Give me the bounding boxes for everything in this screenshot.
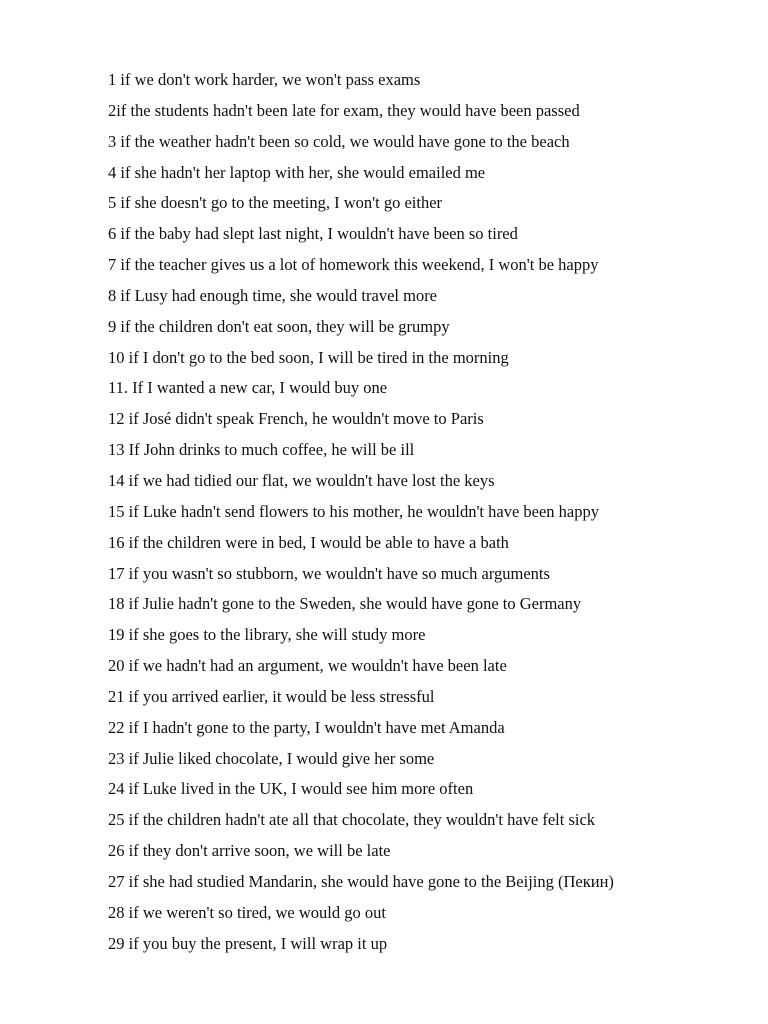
sentence-line-7: 7 if the teacher gives us a lot of homework this weekend, I won't be happy — [108, 255, 599, 275]
sentence-line-24: 24 if Luke lived in the UK, I would see him more often — [108, 779, 474, 799]
sentence-line-3: 3 if the weather hadn't been so cold, we would have gone to the beach — [108, 131, 570, 151]
sentence-line-15: 15 if Luke hadn't send flowers to his mother, he wouldn't have been happy — [108, 501, 600, 521]
sentence-line-9: 9 if the children don't eat soon, they will be grumpy — [108, 316, 450, 336]
sentence-line-16: 16 if the children were in bed, I would be able to have a bath — [108, 532, 509, 552]
sentence-line-25: 25 if the children hadn't ate all that chocolate, they wouldn't have felt sick — [108, 810, 596, 830]
sentence-line-1: 1 if we don't work harder, we won't pass exams — [108, 70, 421, 89]
sentence-line-10: 10 if I don't go to the bed soon, I will be tired in the morning — [108, 347, 509, 367]
sentence-line-20: 20 if we hadn't had an argument, we wouldn't have been late — [108, 656, 507, 676]
sentence-line-29: 29 if you buy the present, I will wrap it up — [108, 933, 388, 953]
sentence-line-26: 26 if they don't arrive soon, we will be late — [108, 841, 391, 861]
sentence-line-27: 27 if she had studied Mandarin, she would have gone to the Beijing (Пекин) — [108, 871, 614, 891]
sentence-line-5: 5 if she doesn't go to the meeting, I won't go either — [108, 193, 443, 213]
sentence-line-28: 28 if we weren't so tired, we would go out — [108, 902, 386, 922]
sentence-line-23: 23 if Julie liked chocolate, I would give her some — [108, 748, 435, 768]
sentence-line-14: 14 if we had tidied our flat, we wouldn't have lost the keys — [108, 470, 495, 490]
sentence-line-18: 18 if Julie hadn't gone to the Sweden, she would have gone to Germany — [108, 594, 582, 614]
sentence-line-12: 12 if José didn't speak French, he wouldn't move to Paris — [108, 409, 484, 429]
sentence-line-21: 21 if you arrived earlier, it would be less stressful — [108, 686, 435, 706]
sentence-line-11: 11. If I wanted a new car, I would buy one — [108, 378, 388, 398]
sentence-line-6: 6 if the baby had slept last night, I wouldn't have been so tired — [108, 224, 518, 244]
sentence-line-13: 13 If John drinks to much coffee, he will be ill — [108, 440, 415, 460]
sentence-list — [108, 68, 748, 962]
sentence-line-22: 22 if I hadn't gone to the party, I wouldn't have met Amanda — [108, 717, 505, 737]
sentence-line-4: 4 if she hadn't her laptop with her, she would emailed me — [108, 162, 486, 182]
sentence-line-8: 8 if Lusy had enough time, she would travel more — [108, 285, 438, 305]
sentence-line-2: 2if the students hadn't been late for exam, they would have been passed — [108, 100, 580, 120]
sentence-line-17: 17 if you wasn't so stubborn, we wouldn't have so much arguments — [108, 563, 550, 583]
sentence-line-19: 19 if she goes to the library, she will study more — [108, 625, 426, 645]
